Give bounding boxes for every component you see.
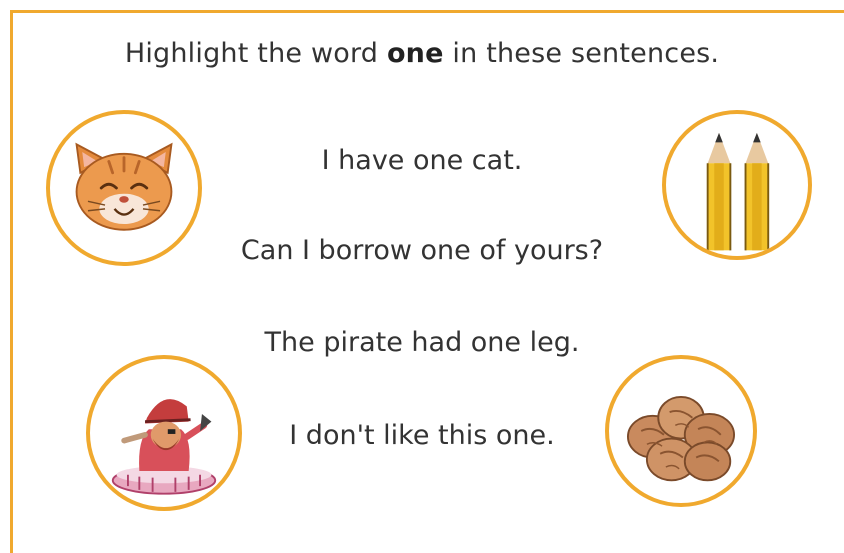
sentence-4: I don't like this one.: [289, 420, 555, 451]
sentence-1: I have one cat.: [321, 145, 523, 176]
pirate-image-circle: [86, 355, 242, 511]
walnuts-image-circle: [605, 355, 757, 507]
instruction-text: [0, 38, 844, 69]
instruction-prefix: Highlight the word: [124, 38, 387, 69]
pencils-icon: [666, 114, 808, 256]
pencils-image-circle: [662, 110, 812, 260]
sentence-2: Can I borrow one of yours?: [240, 235, 604, 266]
sentence-3: The pirate had one leg.: [264, 327, 580, 358]
instruction-keyword: one: [386, 38, 444, 69]
walnuts-icon: [609, 359, 753, 503]
cat-image-circle: [46, 110, 202, 266]
pirate-icon: [90, 359, 238, 507]
cat-face-icon: [50, 114, 198, 262]
instruction-suffix: in these sentences.: [443, 38, 720, 69]
